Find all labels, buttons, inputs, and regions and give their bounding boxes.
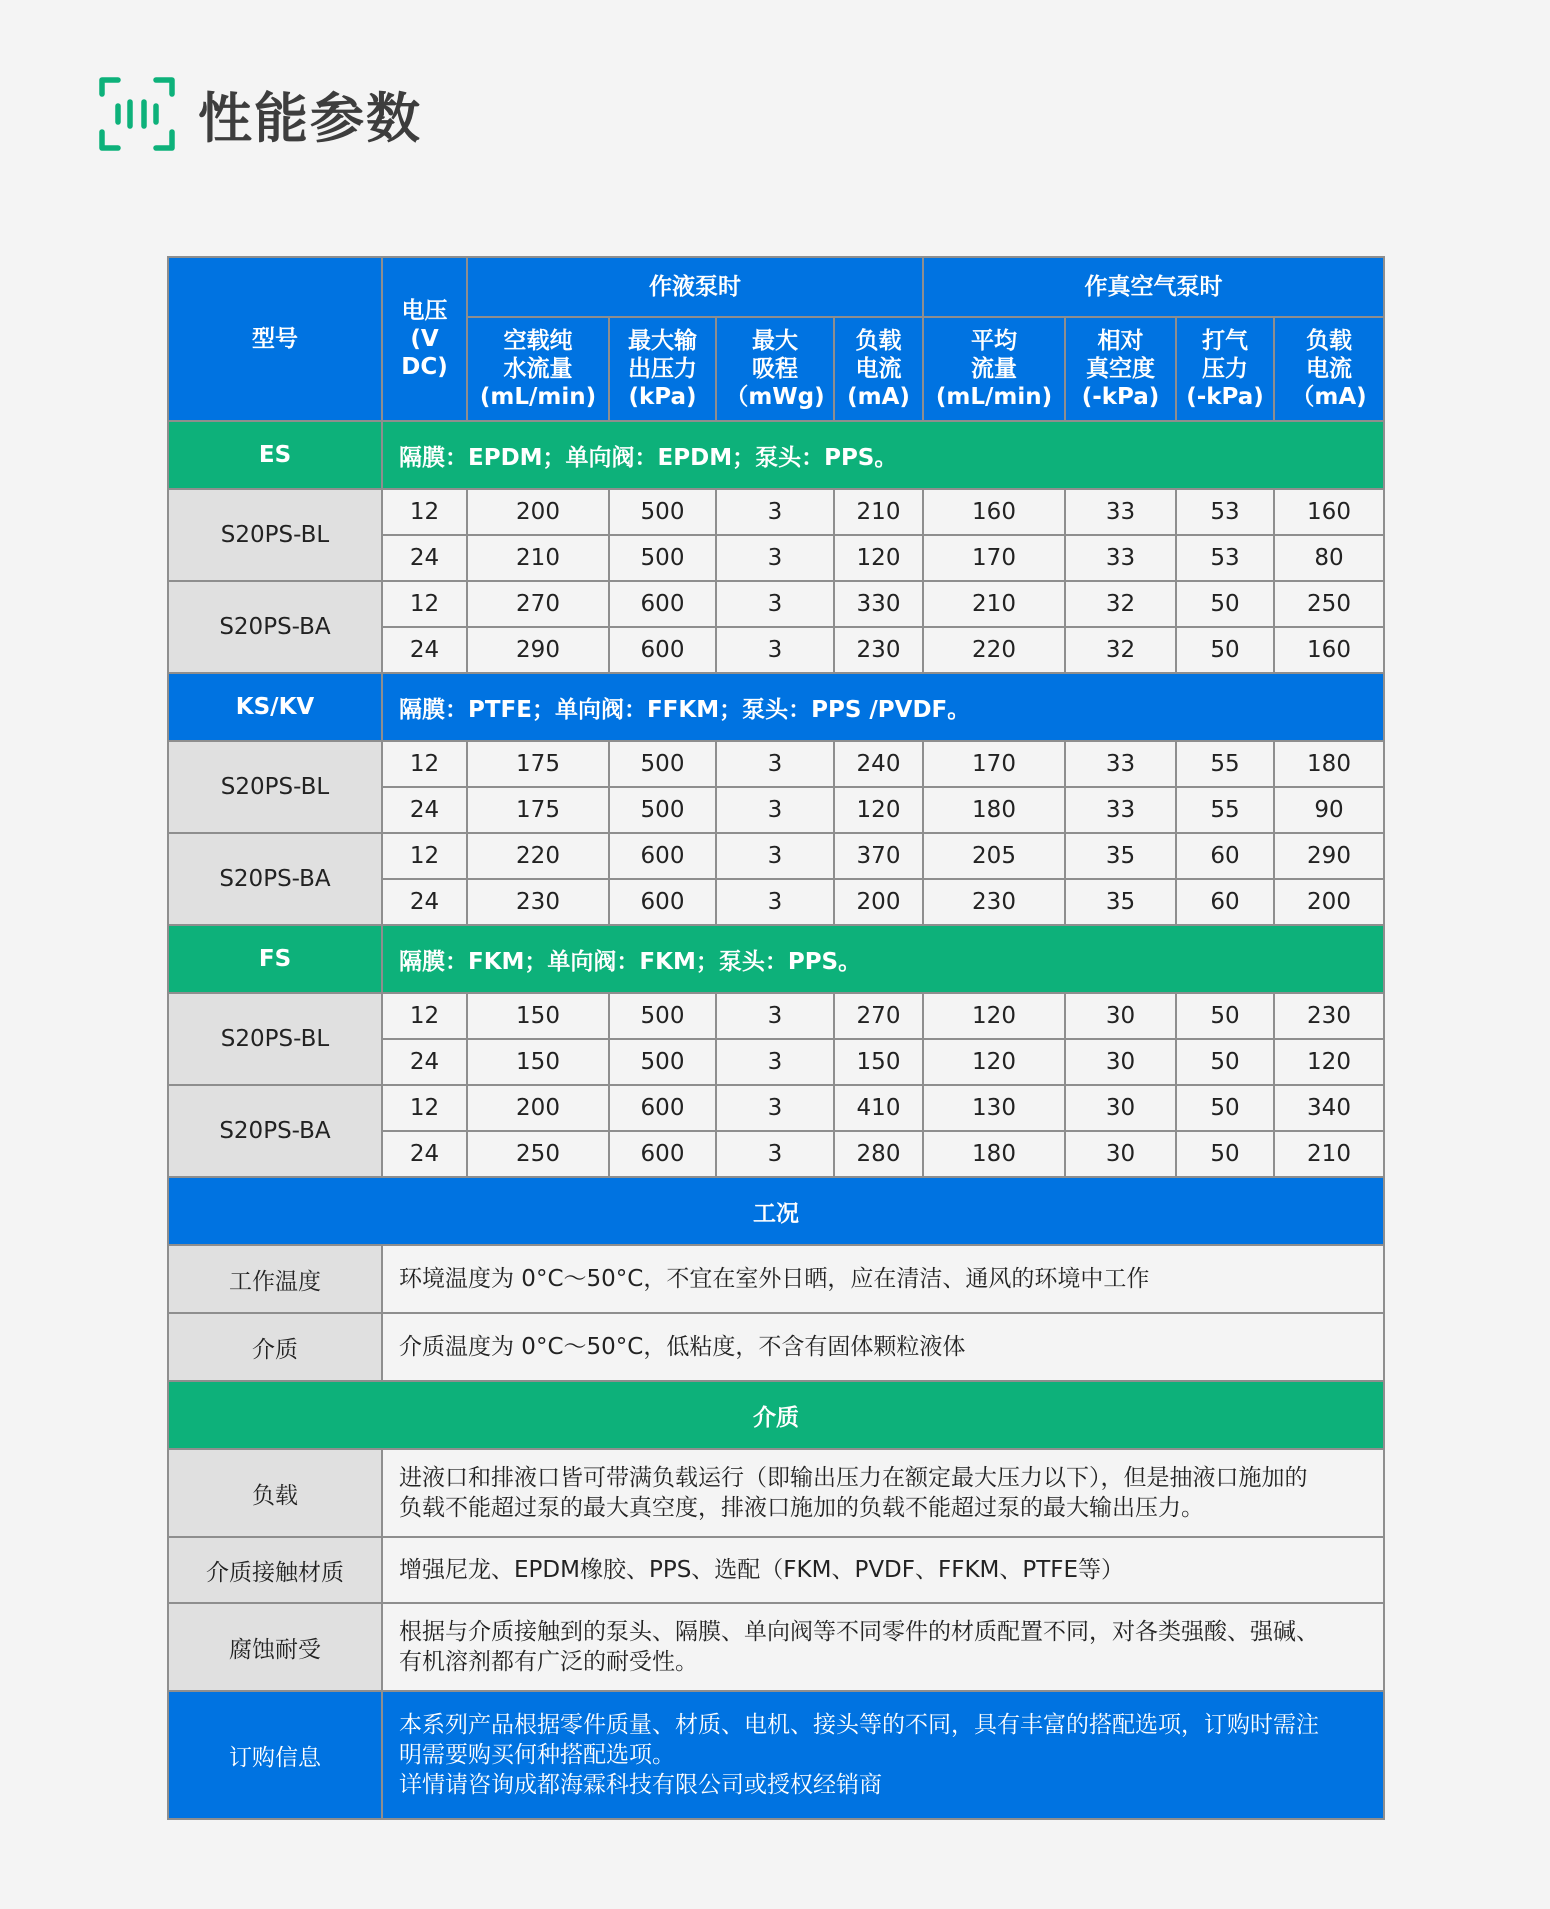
cell-air-pressure: 50 — [1176, 1085, 1274, 1131]
cell-free-flow: 250 — [467, 1131, 609, 1177]
header-avg-flow: 平均 流量 (mL/min) — [923, 317, 1065, 421]
cell-max-output-pressure: 500 — [609, 489, 716, 535]
condition-text-temperature: 环境温度为 0°C～50°C，不宜在室外日晒，应在清洁、通风的环境中工作 — [382, 1245, 1384, 1313]
header-vacuum-pump-group: 作真空气泵时 — [923, 257, 1384, 317]
cell-voltage: 24 — [382, 1039, 467, 1085]
cell-air-pressure: 53 — [1176, 489, 1274, 535]
group-header-row — [168, 421, 1384, 489]
cell-max-suction-lift: 3 — [716, 489, 834, 535]
cell-max-suction-lift: 3 — [716, 535, 834, 581]
model-name: S20PS-BL — [168, 741, 382, 833]
cell-voltage: 24 — [382, 535, 467, 581]
cell-liquid-load-current: 120 — [834, 535, 923, 581]
cell-max-suction-lift: 3 — [716, 993, 834, 1039]
cell-avg-flow: 180 — [923, 1131, 1065, 1177]
cell-voltage: 24 — [382, 787, 467, 833]
cell-vacuum-load-current: 120 — [1274, 1039, 1384, 1085]
table-row — [168, 489, 1384, 535]
cell-free-flow: 290 — [467, 627, 609, 673]
cell-liquid-load-current: 270 — [834, 993, 923, 1039]
cell-voltage: 12 — [382, 741, 467, 787]
cell-relative-vacuum: 30 — [1065, 993, 1176, 1039]
cell-avg-flow: 120 — [923, 993, 1065, 1039]
cell-liquid-load-current: 370 — [834, 833, 923, 879]
cell-relative-vacuum: 32 — [1065, 581, 1176, 627]
page-title: 性能参数 — [198, 86, 422, 150]
group-material: 隔膜：FKM；单向阀：FKM；泵头：PPS。 — [382, 925, 1384, 993]
cell-liquid-load-current: 200 — [834, 879, 923, 925]
cell-air-pressure: 55 — [1176, 787, 1274, 833]
cell-liquid-load-current: 240 — [834, 741, 923, 787]
cell-voltage: 12 — [382, 833, 467, 879]
cell-vacuum-load-current: 80 — [1274, 535, 1384, 581]
group-material: 隔膜：PTFE；单向阀：FFKM；泵头：PPS /PVDF。 — [382, 673, 1384, 741]
cell-liquid-load-current: 120 — [834, 787, 923, 833]
cell-max-suction-lift: 3 — [716, 879, 834, 925]
cell-voltage: 24 — [382, 627, 467, 673]
cell-free-flow: 220 — [467, 833, 609, 879]
page-header — [98, 74, 422, 154]
cell-voltage: 12 — [382, 993, 467, 1039]
cell-voltage: 24 — [382, 1131, 467, 1177]
header-max-suction-lift: 最大 吸程 （mWg) — [716, 317, 834, 421]
cell-air-pressure: 50 — [1176, 1131, 1274, 1177]
cell-liquid-load-current: 410 — [834, 1085, 923, 1131]
medium-text-load: 进液口和排液口皆可带满负载运行（即输出压力在额定最大压力以下），但是抽液口施加的 负载不能超过泵的最大真空度，排液口施加的负载不能超过泵的最大输出压力。 — [382, 1449, 1384, 1537]
cell-vacuum-load-current: 290 — [1274, 833, 1384, 879]
cell-avg-flow: 130 — [923, 1085, 1065, 1131]
cell-avg-flow: 180 — [923, 787, 1065, 833]
cell-free-flow: 200 — [467, 489, 609, 535]
cell-avg-flow: 210 — [923, 581, 1065, 627]
header-model: 型号 — [168, 257, 382, 421]
header-free-flow: 空载纯 水流量 (mL/min) — [467, 317, 609, 421]
waveform-frame-icon — [98, 74, 178, 154]
cell-relative-vacuum: 33 — [1065, 489, 1176, 535]
cell-air-pressure: 55 — [1176, 741, 1274, 787]
product-groups — [168, 421, 1384, 1177]
cell-relative-vacuum: 30 — [1065, 1085, 1176, 1131]
cell-vacuum-load-current: 180 — [1274, 741, 1384, 787]
cell-max-output-pressure: 500 — [609, 1039, 716, 1085]
group-name: FS — [168, 925, 382, 993]
cell-avg-flow: 220 — [923, 627, 1065, 673]
group-header-row — [168, 673, 1384, 741]
performance-spec-table — [167, 256, 1385, 1820]
cell-max-output-pressure: 500 — [609, 787, 716, 833]
cell-max-output-pressure: 500 — [609, 535, 716, 581]
cell-air-pressure: 60 — [1176, 879, 1274, 925]
cell-avg-flow: 160 — [923, 489, 1065, 535]
group-name: KS/KV — [168, 673, 382, 741]
cell-max-output-pressure: 600 — [609, 1085, 716, 1131]
header-vacuum-load-current: 负载 电流 （mA) — [1274, 317, 1384, 421]
cell-max-output-pressure: 600 — [609, 627, 716, 673]
section-conditions-title: 工况 — [168, 1177, 1384, 1245]
header-liquid-load-current: 负载 电流 (mA) — [834, 317, 923, 421]
model-name: S20PS-BA — [168, 1085, 382, 1177]
section-medium-title: 介质 — [168, 1381, 1384, 1449]
condition-label-medium: 介质 — [168, 1313, 382, 1381]
cell-max-suction-lift: 3 — [716, 581, 834, 627]
cell-free-flow: 270 — [467, 581, 609, 627]
cell-max-output-pressure: 600 — [609, 581, 716, 627]
cell-avg-flow: 170 — [923, 535, 1065, 581]
group-header-row — [168, 925, 1384, 993]
cell-max-suction-lift: 3 — [716, 1085, 834, 1131]
cell-liquid-load-current: 330 — [834, 581, 923, 627]
cell-air-pressure: 50 — [1176, 1039, 1274, 1085]
group-material: 隔膜：EPDM；单向阀：EPDM；泵头：PPS。 — [382, 421, 1384, 489]
cell-air-pressure: 53 — [1176, 535, 1274, 581]
cell-max-suction-lift: 3 — [716, 1039, 834, 1085]
table-row — [168, 1085, 1384, 1131]
cell-liquid-load-current: 230 — [834, 627, 923, 673]
header-voltage: 电压 (V DC) — [382, 257, 467, 421]
header-liquid-pump-group: 作液泵时 — [467, 257, 923, 317]
cell-vacuum-load-current: 200 — [1274, 879, 1384, 925]
model-name: S20PS-BA — [168, 833, 382, 925]
cell-max-output-pressure: 600 — [609, 1131, 716, 1177]
table-row — [168, 741, 1384, 787]
medium-text-corrosion: 根据与介质接触到的泵头、隔膜、单向阀等不同零件的材质配置不同，对各类强酸、强碱、 有机溶剂都有广泛的耐受性。 — [382, 1603, 1384, 1691]
medium-label-load: 负载 — [168, 1449, 382, 1537]
cell-max-output-pressure: 500 — [609, 993, 716, 1039]
cell-air-pressure: 50 — [1176, 627, 1274, 673]
cell-free-flow: 210 — [467, 535, 609, 581]
header-max-output-pressure: 最大输 出压力 (kPa) — [609, 317, 716, 421]
cell-free-flow: 175 — [467, 787, 609, 833]
cell-liquid-load-current: 280 — [834, 1131, 923, 1177]
cell-voltage: 12 — [382, 581, 467, 627]
cell-avg-flow: 230 — [923, 879, 1065, 925]
header-relative-vacuum: 相对 真空度 (-kPa) — [1065, 317, 1176, 421]
cell-max-output-pressure: 600 — [609, 879, 716, 925]
cell-vacuum-load-current: 210 — [1274, 1131, 1384, 1177]
cell-air-pressure: 50 — [1176, 993, 1274, 1039]
cell-avg-flow: 205 — [923, 833, 1065, 879]
cell-vacuum-load-current: 230 — [1274, 993, 1384, 1039]
medium-text-contact-materials: 增强尼龙、EPDM橡胶、PPS、选配（FKM、PVDF、FFKM、PTFE等） — [382, 1537, 1384, 1603]
cell-free-flow: 230 — [467, 879, 609, 925]
cell-vacuum-load-current: 340 — [1274, 1085, 1384, 1131]
cell-voltage: 12 — [382, 489, 467, 535]
cell-vacuum-load-current: 250 — [1274, 581, 1384, 627]
table-row — [168, 833, 1384, 879]
condition-text-medium: 介质温度为 0°C～50°C，低粘度，不含有固体颗粒液体 — [382, 1313, 1384, 1381]
cell-relative-vacuum: 35 — [1065, 879, 1176, 925]
order-info-label: 订购信息 — [168, 1691, 382, 1819]
cell-max-output-pressure: 500 — [609, 741, 716, 787]
cell-air-pressure: 50 — [1176, 581, 1274, 627]
cell-air-pressure: 60 — [1176, 833, 1274, 879]
cell-voltage: 24 — [382, 879, 467, 925]
cell-relative-vacuum: 30 — [1065, 1131, 1176, 1177]
cell-relative-vacuum: 32 — [1065, 627, 1176, 673]
table-row — [168, 993, 1384, 1039]
cell-max-suction-lift: 3 — [716, 833, 834, 879]
cell-voltage: 12 — [382, 1085, 467, 1131]
model-name: S20PS-BA — [168, 581, 382, 673]
medium-label-contact-materials: 介质接触材质 — [168, 1537, 382, 1603]
cell-free-flow: 150 — [467, 993, 609, 1039]
cell-avg-flow: 120 — [923, 1039, 1065, 1085]
header-air-pressure: 打气 压力 (-kPa) — [1176, 317, 1274, 421]
cell-vacuum-load-current: 160 — [1274, 489, 1384, 535]
cell-relative-vacuum: 30 — [1065, 1039, 1176, 1085]
cell-relative-vacuum: 35 — [1065, 833, 1176, 879]
model-name: S20PS-BL — [168, 489, 382, 581]
cell-max-suction-lift: 3 — [716, 741, 834, 787]
cell-liquid-load-current: 150 — [834, 1039, 923, 1085]
condition-label-temperature: 工作温度 — [168, 1245, 382, 1313]
cell-max-suction-lift: 3 — [716, 787, 834, 833]
cell-free-flow: 175 — [467, 741, 609, 787]
cell-liquid-load-current: 210 — [834, 489, 923, 535]
model-name: S20PS-BL — [168, 993, 382, 1085]
cell-relative-vacuum: 33 — [1065, 535, 1176, 581]
cell-relative-vacuum: 33 — [1065, 787, 1176, 833]
table-row — [168, 581, 1384, 627]
cell-avg-flow: 170 — [923, 741, 1065, 787]
cell-free-flow: 200 — [467, 1085, 609, 1131]
medium-label-corrosion: 腐蚀耐受 — [168, 1603, 382, 1691]
cell-max-suction-lift: 3 — [716, 1131, 834, 1177]
cell-vacuum-load-current: 90 — [1274, 787, 1384, 833]
group-name: ES — [168, 421, 382, 489]
order-info-text: 本系列产品根据零件质量、材质、电机、接头等的不同，具有丰富的搭配选项，订购时需注 明需要购买何种搭配选项。 详情请咨询成都海霖科技有限公司或授权经销商 — [382, 1691, 1384, 1819]
cell-max-output-pressure: 600 — [609, 833, 716, 879]
cell-relative-vacuum: 33 — [1065, 741, 1176, 787]
cell-max-suction-lift: 3 — [716, 627, 834, 673]
cell-free-flow: 150 — [467, 1039, 609, 1085]
cell-vacuum-load-current: 160 — [1274, 627, 1384, 673]
